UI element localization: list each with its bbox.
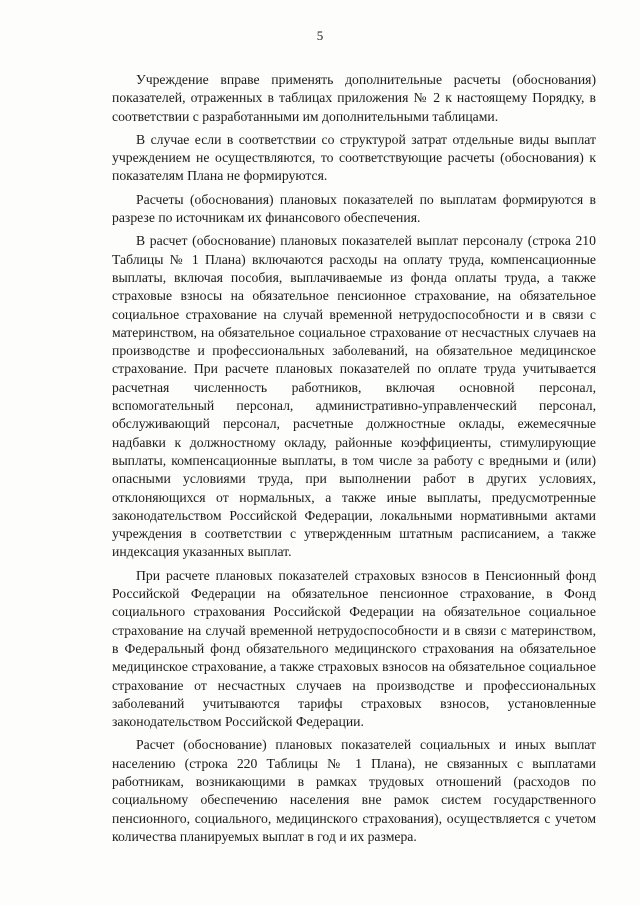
paragraph-staff-payments: В расчет (обоснование) плановых показателей выплат персоналу (строка 210 Таблицы № 1 Плана) включаются расходы на оплату труда, компенсационные выплаты, включая пособия, выплачиваемые из фонда оплаты труда, а также страховые взносы на обязательное пенсионное страхование, на обязательное социальное страхование на случай временной нетрудоспособности и в связи с материнством, на обязательное социальное страхование от несчастных случаев на производстве и профессиональных заболеваний, на обязательное медицинское страхование. При расчете плановых показателей по оплате труда учитывается расчетная численность работников, включая основной персонал, вспомогательный персонал, административно-управленческий персонал, обслуживающий персонал, расчетные должностные оклады, ежемесячные надбавки к должностному окладу, районные коэффициенты, стимулирующие выплаты, компенсационные выплаты, в том числе за работу с вредными и (или) опасными условиями труда, при выполнении работ в других условиях, отклоняющихся от нормальных, а также иные выплаты, предусмотренные законодательством Российской Федерации, локальными нормативными актами учреждения в соответствии с утвержденным штатным расписанием, а также индексация указанных выплат. bbox=[112, 233, 596, 560]
paragraph-by-funding-sources: Расчеты (обоснования) плановых показателей по выплатам формируются в разрезе по источникам их финансового обеспечения. bbox=[112, 191, 596, 226]
paragraph-insurance-contributions: При расчете плановых показателей страховых взносов в Пенсионный фонд Российской Федерации на обязательное пенсионное страхование, в Фонд социального страхования Российской Федерации на обязательное социальное страхование на случай временной нетрудоспособности и в связи с материнством, в Федеральный фонд обязательного медицинского страхования на обязательное медицинское страхование, а также страховых взносов на обязательное социальное страхование от несчастных случаев на производстве и профессиональных заболеваний учитываются тарифы страховых взносов, установленные законодательством Российской Федерации. bbox=[112, 567, 596, 730]
document-body bbox=[112, 71, 596, 851]
page-number: 5 bbox=[316, 28, 324, 43]
paragraph-not-performed-payments: В случае если в соответствии со структурой затрат отдельные виды выплат учреждением не осуществляются, то соответствующие расчеты (обоснования) к показателям Плана не формируются. bbox=[112, 131, 596, 184]
paragraph-social-payments: Расчет (обоснование) плановых показателей социальных и иных выплат населению (строка 220 Таблицы № 1 Плана), не связанных с выплатами работникам, возникающими в рамках трудовых отношений (расходов по социальному обеспечению населения вне рамок систем государственного пенсионного, социального, медицинского страхования), осуществляется с учетом количества планируемых выплат в год и их размера. bbox=[112, 737, 596, 844]
paragraph-additional-calculations: Учреждение вправе применять дополнительные расчеты (обоснования) показателей, отраженных в таблицах приложения № 2 к настоящему Порядку, в соответствии с разработанными им дополнительными таблицами. bbox=[112, 72, 596, 124]
